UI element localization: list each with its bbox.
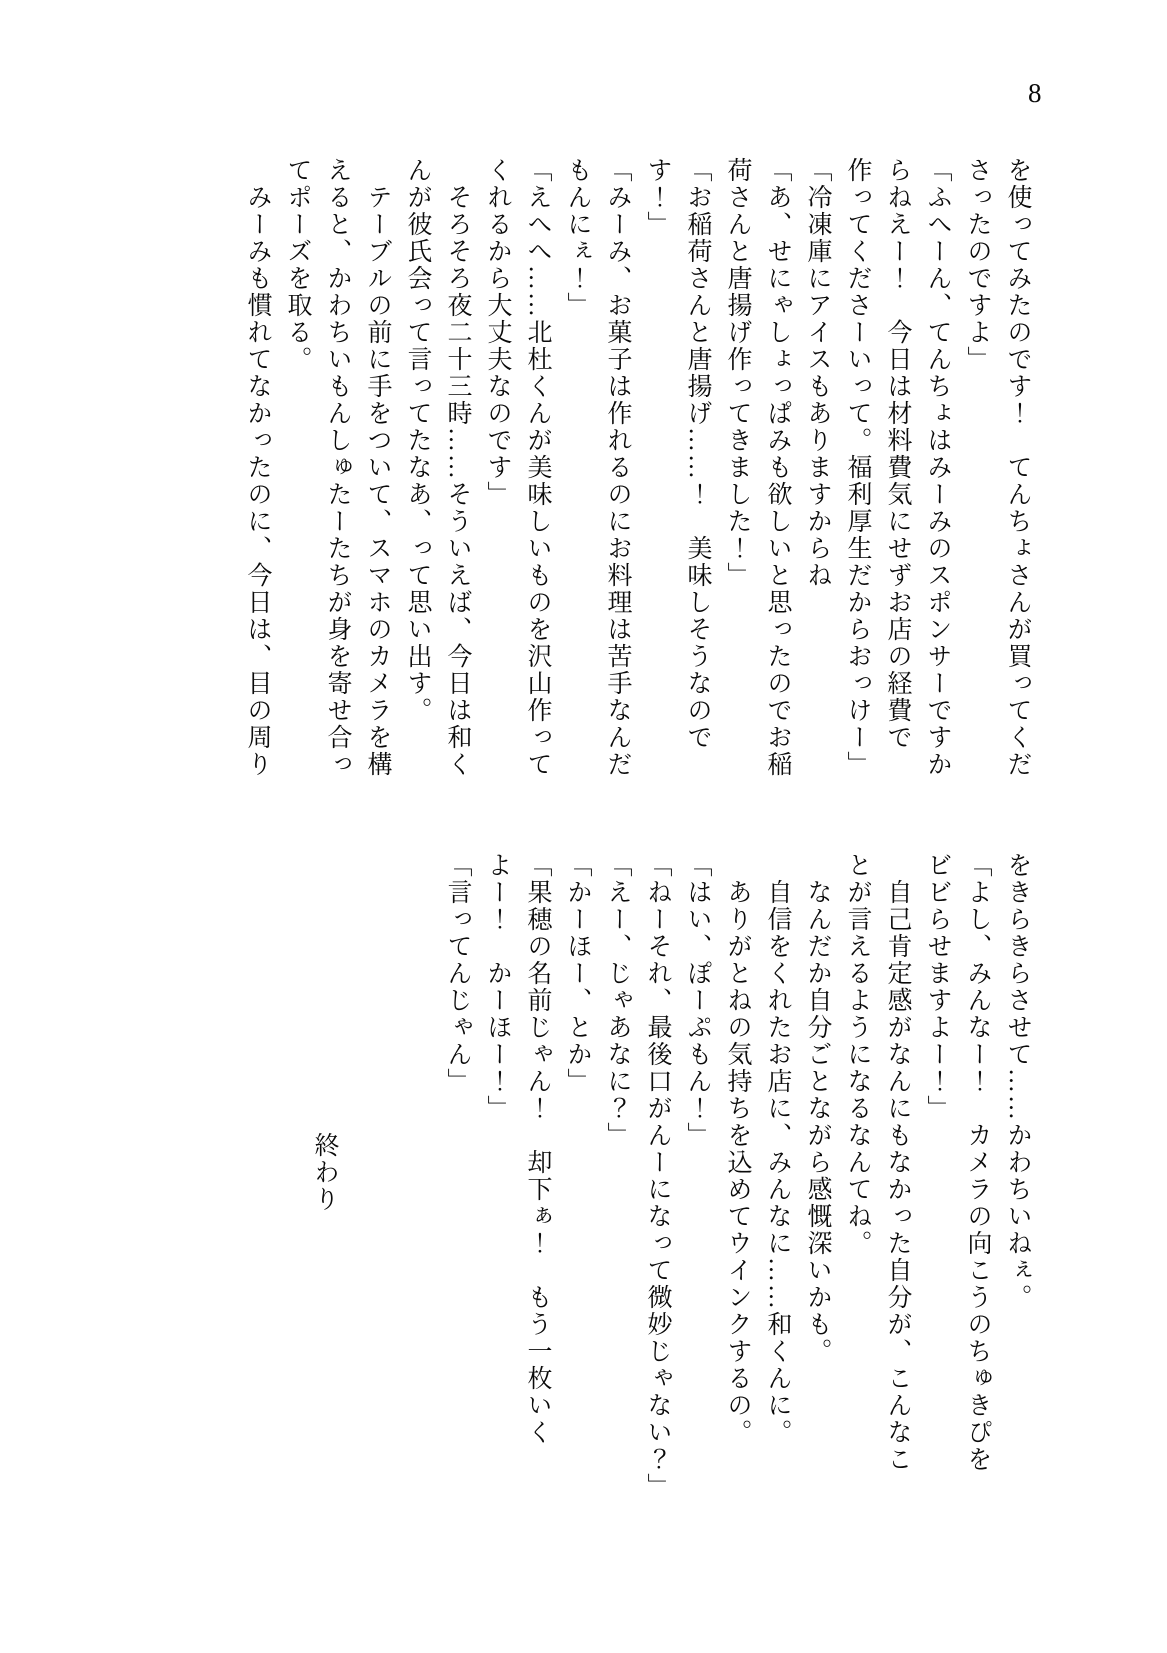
text-column: らねえー！ 今日は材料費気にせずお店の経費で: [884, 157, 911, 751]
text-column: 自信をくれたお店に、みんなに……和くんに。: [764, 879, 791, 1446]
text-column: 「あ、せにゃしょっぱみも欲しいと思ったのでお稲: [764, 157, 791, 778]
text-column: 「言ってんじゃん」: [444, 852, 471, 1095]
bottom-text-block: [437, 852, 1037, 1500]
text-column: テーブルの前に手をついて、スマホのカメラを構: [364, 184, 391, 778]
text-column: 荷さんと唐揚げ作ってきました！」: [724, 157, 751, 589]
page-number: 8: [1028, 78, 1042, 108]
text-column: さったのですよ」: [964, 157, 991, 373]
text-column: みーみも慣れてなかったのに、今日は、目の周り: [244, 184, 271, 778]
text-column: そろそろ夜二十三時……そういえば、今日は和く: [444, 184, 471, 778]
text-column: えると、かわちいもんしゅたーたちが身を寄せ合っ: [324, 157, 351, 778]
text-column: 「ねーそれ、最後口がんーになって微妙じゃない？」: [644, 852, 671, 1500]
text-column: 「はい、ぽーぷもん！」: [684, 852, 711, 1149]
text-column: を使ってみたのです！ てんちょさんが買ってくだ: [1004, 157, 1031, 778]
text-column: す！」: [644, 157, 671, 238]
text-column: もんにぇ！」: [564, 157, 591, 319]
text-column: 作ってくださーいって。福利厚生だからおっけー」: [844, 157, 871, 778]
text-column: 「果穂の名前じゃん！ 却下ぁ！ もう一枚いく: [524, 852, 551, 1446]
text-column: なんだか自分ごとながら感慨深いかも。: [804, 879, 831, 1365]
text-column: をきらきらさせて……かわちいねぇ。: [1004, 852, 1031, 1311]
text-column: ありがとねの気持ちを込めてウインクするの。: [724, 879, 751, 1446]
text-column: 「えへへ……北杜くんが美味しいものを沢山作って: [524, 157, 551, 778]
text-column: んが彼氏会って言ってたなあ、って思い出す。: [404, 157, 431, 724]
text-column: ビビらせますよー！」: [924, 852, 951, 1122]
text-column: くれるから大丈夫なのです」: [484, 157, 511, 508]
text-column: 「ふへーん、てんちょはみーみのスポンサーですか: [924, 157, 951, 778]
text-column: 「冷凍庫にアイスもありますからね: [804, 157, 831, 589]
text-column: とが言えるようになるなんてね。: [844, 852, 871, 1257]
text-column: 「お稲荷さんと唐揚げ……！ 美味しそうなので: [684, 157, 711, 751]
text-column: 「みーみ、お菓子は作れるのにお料理は苦手なんだ: [604, 157, 631, 778]
text-column: 「えー、じゃあなに？」: [604, 852, 631, 1149]
text-column: 自己肯定感がなんにもなかった自分が、こんなこ: [884, 879, 911, 1473]
text-column: 「かーほー、とか」: [564, 852, 591, 1095]
text-column: よー！ かーほー！」: [484, 852, 511, 1122]
ending-label: 終わり: [311, 1132, 338, 1213]
top-text-block: [237, 157, 1037, 805]
text-column: 「よし、みんなー！ カメラの向こうのちゅきぴを: [964, 852, 991, 1473]
text-column: てポーズを取る。: [284, 157, 311, 373]
